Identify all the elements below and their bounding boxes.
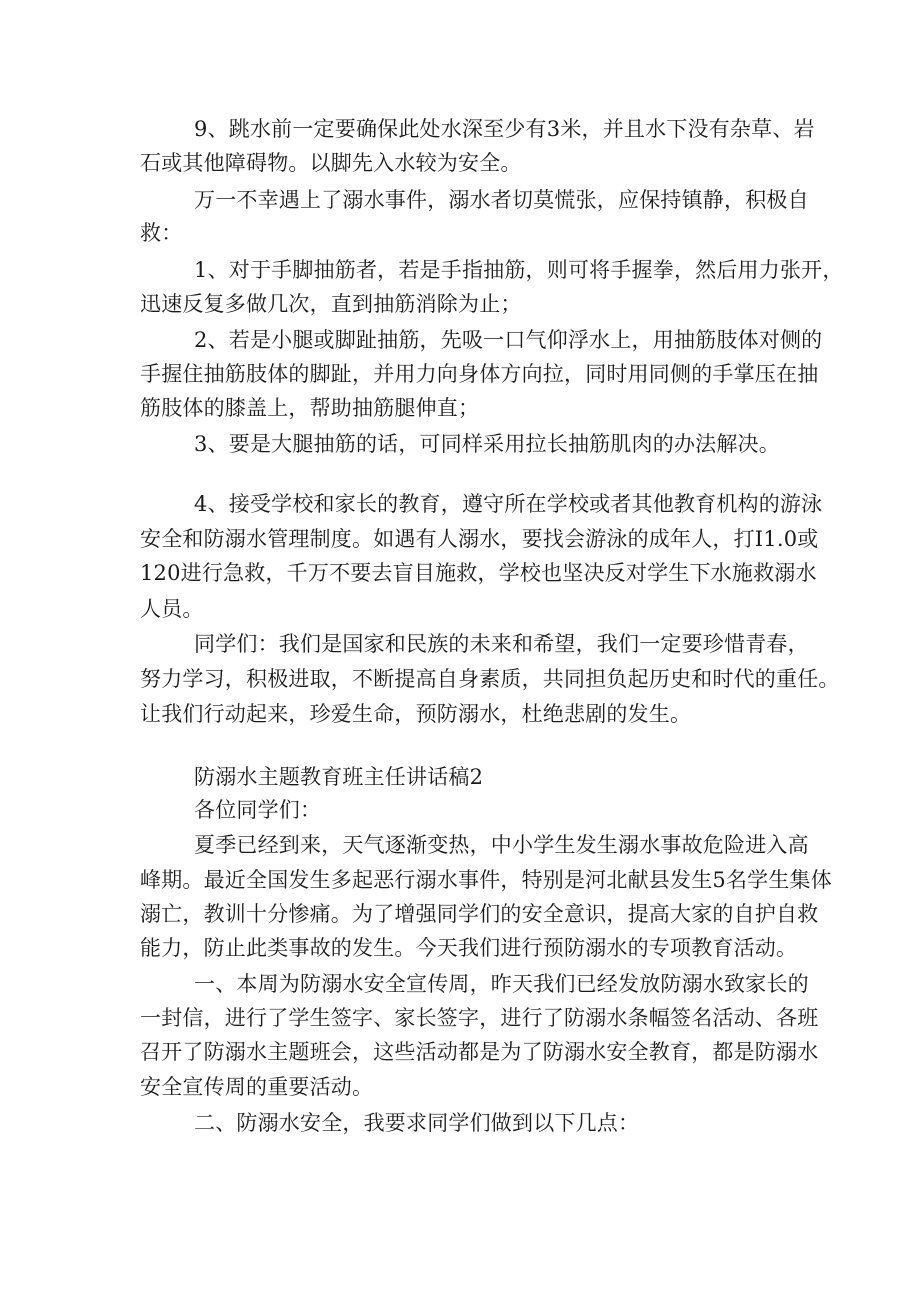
- paragraph-line: 一封信，进行了学生签字、家长签字，进行了防溺水条幅签名活动、各班: [140, 1006, 819, 1030]
- paragraph-line: 万一不幸遇上了溺水事件，溺水者切莫慌张，应保持镇静，积极自: [194, 188, 809, 212]
- section-title: 防溺水主题教育班主任讲话稿2: [194, 765, 484, 789]
- paragraph-line: 3、要是大腿抽筋的话，可同样采用拉长抽筋肌肉的办法解决。: [194, 432, 780, 456]
- paragraph-line: 石或其他障碍物。以脚先入水较为安全。: [140, 151, 522, 175]
- paragraph-line: 4、接受学校和家长的教育，遵守所在学校或者其他教育机构的游泳: [194, 492, 823, 516]
- paragraph-line: 安全宣传周的重要活动。: [140, 1075, 374, 1099]
- paragraph-line: 同学们：我们是国家和民族的未来和希望，我们一定要珍惜青春，: [194, 632, 809, 656]
- paragraph-line: 召开了防溺水主题班会，这些活动都是为了防溺水安全教育，都是防溺水: [140, 1040, 819, 1064]
- paragraph-line: 溺亡，教训十分惨痛。为了增强同学们的安全意识，提高大家的自护自救: [140, 902, 819, 926]
- salutation: 各位同学们：: [194, 798, 322, 822]
- paragraph-line: 安全和防溺水管理制度。如遇有人溺水，要找会游泳的成年人，打I1.0或: [140, 527, 819, 551]
- paragraph-line: 人员。: [140, 597, 204, 621]
- paragraph-line: 一、本周为防溺水安全宣传周，昨天我们已经发放防溺水致家长的: [194, 972, 809, 996]
- paragraph-line: 救：: [140, 221, 183, 245]
- paragraph-line: 努力学习，积极进取，不断提高自身素质，共同担负起历史和时代的重任。: [140, 667, 840, 691]
- paragraph-line: 能力，防止此类事故的发生。今天我们进行预防溺水的专项教育活动。: [140, 936, 798, 960]
- paragraph-line: 手握住抽筋肢体的脚趾，并用力向身体方向拉，同时用同侧的手掌压在抽: [140, 362, 819, 386]
- paragraph-line: 让我们行动起来，珍爱生命，预防溺水，杜绝悲剧的发生。: [140, 702, 692, 726]
- paragraph-line: 2、若是小腿或脚趾抽筋，先吸一口气仰浮水上，用抽筋肢体对侧的: [194, 328, 823, 352]
- paragraph-line: 峰期。最近全国发生多起恶行溺水事件，特别是河北献县发生5名学生集体: [140, 868, 832, 892]
- paragraph-line: 筋肢体的膝盖上，帮助抽筋腿伸直；: [140, 396, 480, 420]
- paragraph-line: 二、防溺水安全，我要求同学们做到以下几点：: [194, 1111, 640, 1135]
- paragraph-line: 120进行急救，千万不要去盲目施救，学校也坚决反对学生下水施救溺水: [140, 561, 817, 585]
- paragraph-line: 迅速反复多做几次，直到抽筋消除为止；: [140, 292, 522, 316]
- paragraph-line: 9、跳水前一定要确保此处水深至少有3米，并且水下没有杂草、岩: [194, 117, 815, 141]
- paragraph-line: 1、对于手脚抽筋者，若是手指抽筋，则可将手握拳，然后用力张开，: [194, 258, 844, 282]
- paragraph-line: 夏季已经到来，天气逐渐变热，中小学生发生溺水事故危险进入高: [194, 833, 809, 857]
